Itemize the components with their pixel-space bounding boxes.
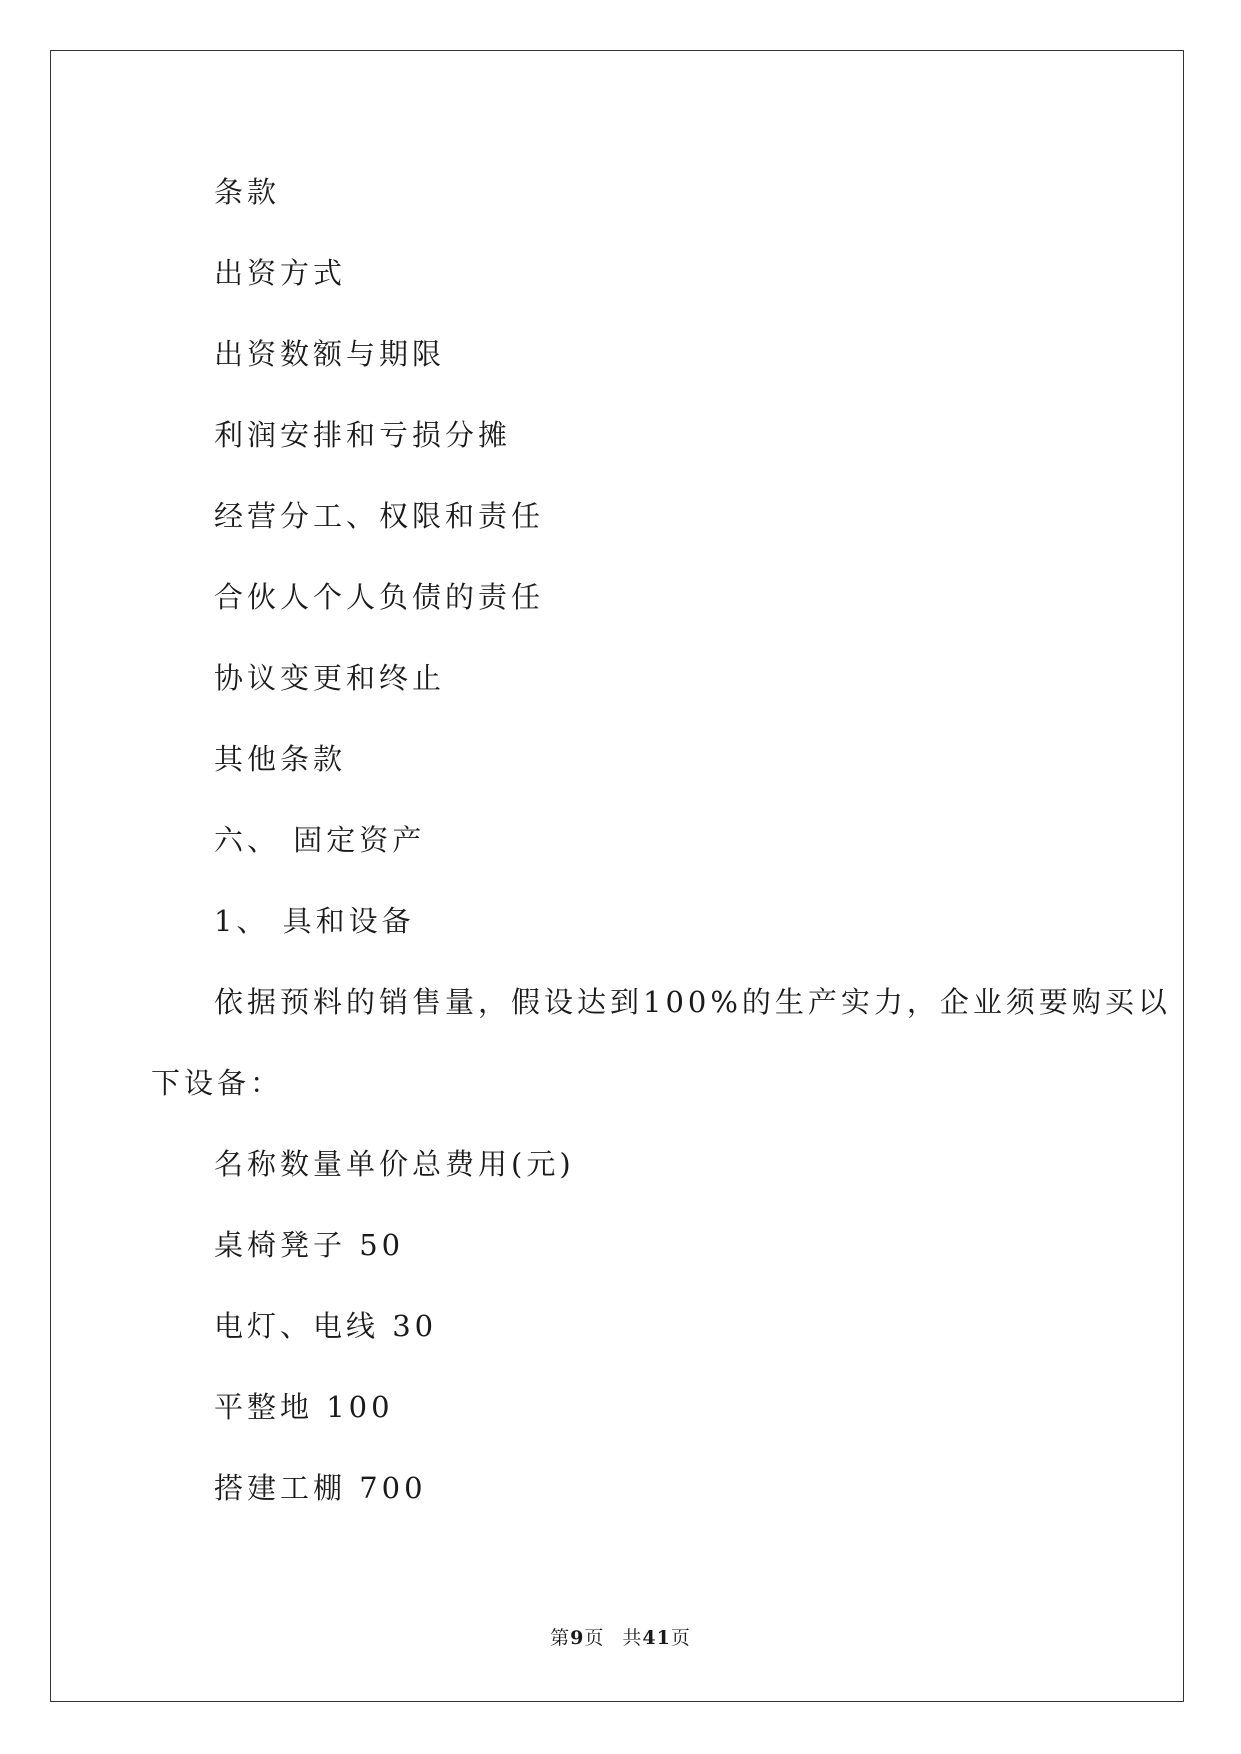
table-header-line: 名称数量单价总费用(元)	[214, 1147, 575, 1181]
text-line-contribution-amount: 出资数额与期限	[214, 337, 446, 371]
footer-page-current: 9	[570, 1627, 585, 1649]
paragraph-line-2: 下设备：	[151, 1066, 284, 1100]
footer-page-total: 41	[642, 1627, 671, 1649]
footer-total-prefix: 共	[622, 1627, 643, 1649]
text-line-partner-liability: 合伙人个人负债的责任	[214, 580, 545, 614]
text-line-division-of-labor: 经营分工、权限和责任	[214, 499, 545, 533]
text-line-agreement-change: 协议变更和终止	[214, 661, 446, 695]
text-line-other-terms: 其他条款	[214, 742, 347, 776]
page-border	[50, 50, 1184, 1702]
item-line-shed: 搭建工棚 700	[214, 1471, 427, 1505]
text-line-terms: 条款	[214, 175, 281, 209]
text-line-contribution-method: 出资方式	[214, 256, 347, 290]
text-line-profit-loss: 利润安排和亏损分摊	[214, 418, 512, 452]
paragraph-line-1: 依据预料的销售量，假设达到100%的生产实力，企业须要购买以	[214, 985, 1171, 1019]
item-line-lighting: 电灯、电线 30	[214, 1309, 438, 1343]
footer-page-prefix: 第	[550, 1627, 571, 1649]
item-line-leveling: 平整地 100	[214, 1390, 394, 1424]
page-footer	[0, 1623, 1241, 1650]
item-line-furniture: 桌椅凳子 50	[214, 1228, 405, 1262]
section-heading-fixed-assets: 六、 固定资产	[214, 823, 426, 857]
footer-total-suffix: 页	[670, 1627, 691, 1649]
subsection-heading-equipment: 1、 具和设备	[214, 904, 415, 938]
footer-page-suffix: 页	[584, 1627, 605, 1649]
